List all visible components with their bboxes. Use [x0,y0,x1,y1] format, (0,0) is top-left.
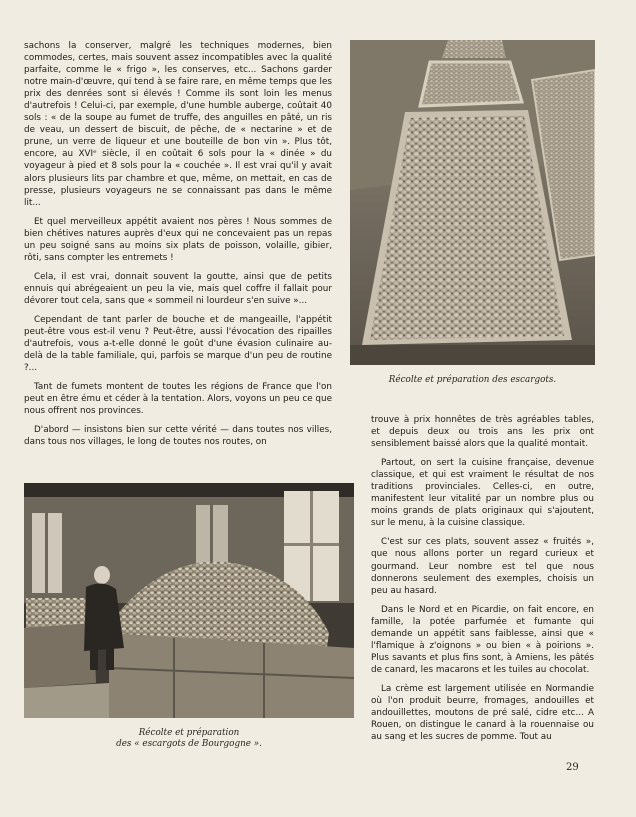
paragraph: Partout, on sert la cuisine française, devenue classique, et qui est vraiment le résultat de nos traditions provinciales. Celles-ci, en outre, manifestent leur vitalité par un nombre plus ou moins grands de plats originaux qui s'ajoutent, sur le menu, à la cuisine classique. [371,458,594,529]
caption-line: Récolte et préparation [138,728,240,738]
paragraph: D'abord — insistons bien sur cette vérité — dans toutes nos villes, dans tous nos villages, le long de toutes nos routes, on [24,425,332,448]
paragraph: Cela, il est vrai, donnait souvent la goutte, ainsi que de petits ennuis qui abrégeaient un peu la vie, mais quel coffre il fallait pour dévorer tout cela, sans que « sommeil ni lourdeur s'en suive »... [24,271,332,306]
paragraph: Dans le Nord et en Picardie, on fait encore, en famille, la potée parfumée et fumante qui demande un appétit sans faiblesse, ainsi que « l'flamique à z'oignons » ou bien « à poirions ». Plus savants et plus fins sont, à Amiens, les pâtés de canard, les macarons et les tuiles au chocolat. [371,604,594,675]
caption-line: des « escargots de Bourgogne ». [116,739,262,749]
paragraph: Cependant de tant parler de bouche et de mangeaille, l'appétit peut-être vous est-il venu ? Peut-être, aussi l'évocation des ripailles d'autrefois, vous a-t-elle donné le goût d'une évasion culinaire au-delà de la table familiale, qui, parfois se marque d'un peu de routine ?... [24,314,332,374]
left-text-column [24,40,332,455]
paragraph: trouve à prix honnêtes de très agréables tables, et depuis deux ou trois ans les prix ont sensiblement baissé alors que la qualité montait. [371,415,594,450]
paragraph: sachons la conserver, malgré les techniques modernes, bien commodes, certes, mais souvent assez incompatibles avec la qualité parfaite, comme le « frigo », les conserves, etc... Sachons garder notre main-d'œuvre, qui tend à se faire rare, en même temps que les prix des denrées sont si élevés ! Comme ils sont loin les menus d'autrefois ! Celui-ci, par exemple, d'une humble auberge, coûtait 40 sols : « de la soupe au fumet de truffe, des anguilles en pâté, un ris de veau, un dessert de biscuit, de pêche, de « nectarine » et de prune, un verre de liqueur et une bouteille de bon vin ». Plus tôt, encore, au XVIᵉ siècle, il en coûtait 6 sols pour la « dinée » du voyageur à pied et 8 sols pour la « couchée ». Il est vrai qu'il y avait alors plusieurs lits par chambre et que, même, on mettait, en cas de presse, plusieurs voyageurs ne se connaissant pas dans le même lit... [24,41,332,208]
paragraph: Et quel merveilleux appétit avaient nos pères ! Nous sommes de bien chétives natures auprès d'eux qui ne concevaient pas un repas un peu soigné sans au moins six plats de poisson, volaille, gibier, rôti, sans compter les entremets ! [24,216,332,263]
paragraph: Tant de fumets montent de toutes les régions de France que l'on peut en être ému et céder à la tentation. Alors, voyons un peu ce que nous offrent nos provinces. [24,382,332,417]
right-text-column [371,414,594,750]
top-photo-caption: Récolte et préparation des escargots. [388,375,557,385]
snail-room-photo [24,483,354,718]
page-number: 29 [566,762,579,773]
paragraph: C'est sur ces plats, souvent assez « fruités », que nous allons porter un regard curieux et gourmand. Leur nombre est tel que nous donnerons seulement des exemples, choisis un peu au hasard. [371,537,594,596]
snail-trays-photo [350,40,595,365]
bottom-photo-caption [24,728,354,750]
paragraph: La crème est largement utilisée en Normandie où l'on produit beurre, fromages, andouilles et andouillettes, moutons de pré salé, cidre etc... A Rouen, on distingue le canard à la rouennaise ou au sang et les sucres de pomme. Tout au [371,683,594,743]
